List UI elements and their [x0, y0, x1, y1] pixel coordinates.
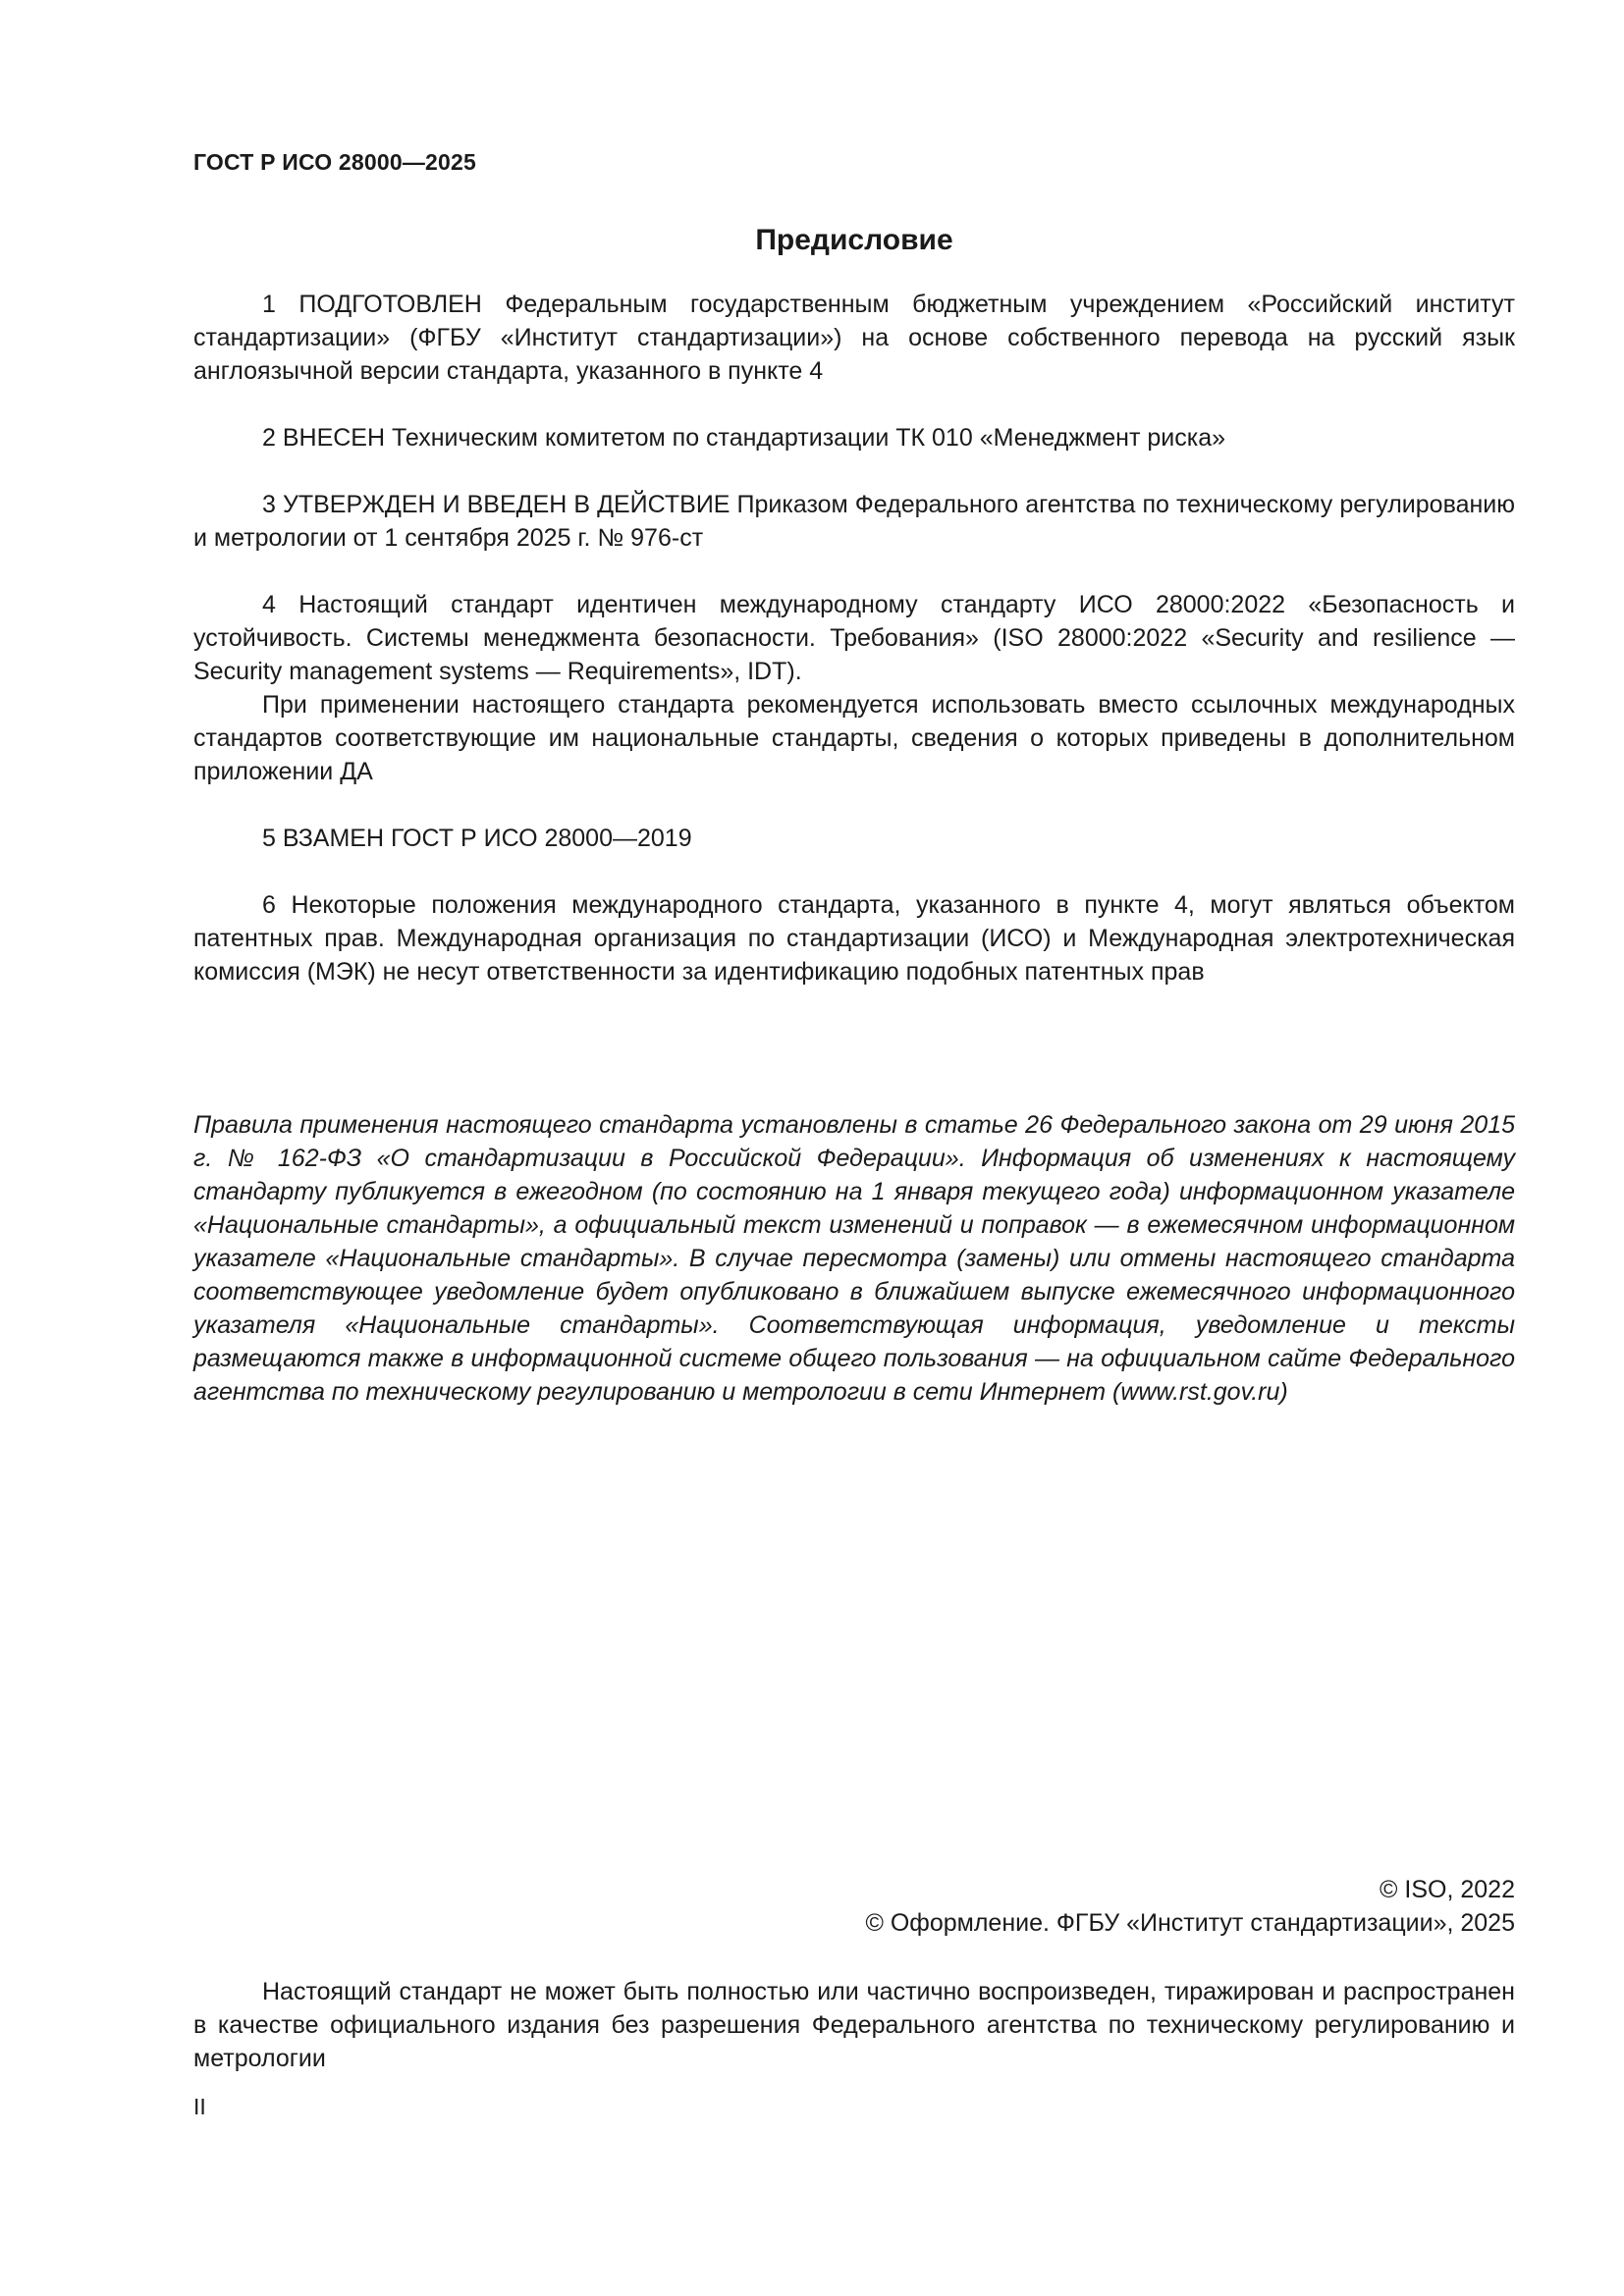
preface-body [193, 288, 1515, 988]
copyright-design: © Оформление. ФГБУ «Институт стандартизации», 2025 [865, 1909, 1515, 1937]
preface-item-5: 5 ВЗАМЕН ГОСТ Р ИСО 28000—2019 [262, 825, 692, 852]
copyright-iso: © ISO, 2022 [1380, 1876, 1515, 1903]
page-title: Предисловие [755, 224, 953, 256]
preface-item-4-note: При применении настоящего стандарта рекомендуется использовать вместо ссылочных международных стандартов соответствующие им национальные стандарты, сведения о которых приведены в дополнительном приложении ДА [193, 691, 1515, 785]
preface-item-4: 4 Настоящий стандарт идентичен международному стандарту ИСО 28000:2022 «Безопасность и устойчивость. Системы менеджмента безопасности. Требования» (ISO 28000:2022 «Security and resilience — Security management systems — Requirements», IDT). [193, 591, 1515, 685]
copyright-block [865, 1873, 1515, 1940]
page-number: II [193, 2094, 206, 2119]
preface-item-1: 1 ПОДГОТОВЛЕН Федеральным государственным бюджетным учреждением «Российский институт стандартизации» (ФГБУ «Институт стандартизации») на основе собственного перевода на русский язык англоязычной версии стандарта, указанного в пункте 4 [193, 291, 1515, 385]
preface-item-3: 3 УТВЕРЖДЕН И ВВЕДЕН В ДЕЙСТВИЕ Приказом Федерального агентства по техническому регулированию и метрологии от 1 сентября 2025 г. № 976-ст [193, 491, 1515, 552]
preface-item-2: 2 ВНЕСЕН Техническим комитетом по стандартизации ТК 010 «Менеджмент риска» [262, 424, 1226, 452]
application-rules-notice: Правила применения настоящего стандарта установлены в статье 26 Федерального закона от 29 июня 2015 г. № 162-ФЗ «О стандартизации в Российской Федерации». Информация об изменениях к настоящему стандарту публикуется в ежегодном (по состоянию на 1 января текущего года) информационном указателе «Национальные стандарты», а официальный текст изменений и поправок — в ежемесячном информационном указателе «Национальные стандарты». В случае пересмотра (замены) или отмены настоящего стандарта соответствующее уведомление будет опубликовано в ближайшем выпуске ежемесячного информационного указателя «Национальные стандарты». Соответствующая информация, уведомление и тексты размещаются также в информационной системе общего пользования — на официальном сайте Федерального агентства по техническому регулированию и метрологии в сети Интернет (www.rst.gov.ru) [193, 1111, 1515, 1406]
document-page [193, 0, 1515, 2296]
preface-item-6: 6 Некоторые положения международного стандарта, указанного в пункте 4, могут являться объектом патентных прав. Международная организация по стандартизации (ИСО) и Международная электротехническая комиссия (МЭК) не несут ответственности за идентификацию подобных патентных прав [193, 891, 1515, 986]
reproduction-restriction: Настоящий стандарт не может быть полностью или частично воспроизведен, тиражирован и распространен в качестве официального издания без разрешения Федерального агентства по техническому регулированию и метрологии [193, 1978, 1515, 2072]
document-code: ГОСТ Р ИСО 28000—2025 [193, 149, 477, 175]
